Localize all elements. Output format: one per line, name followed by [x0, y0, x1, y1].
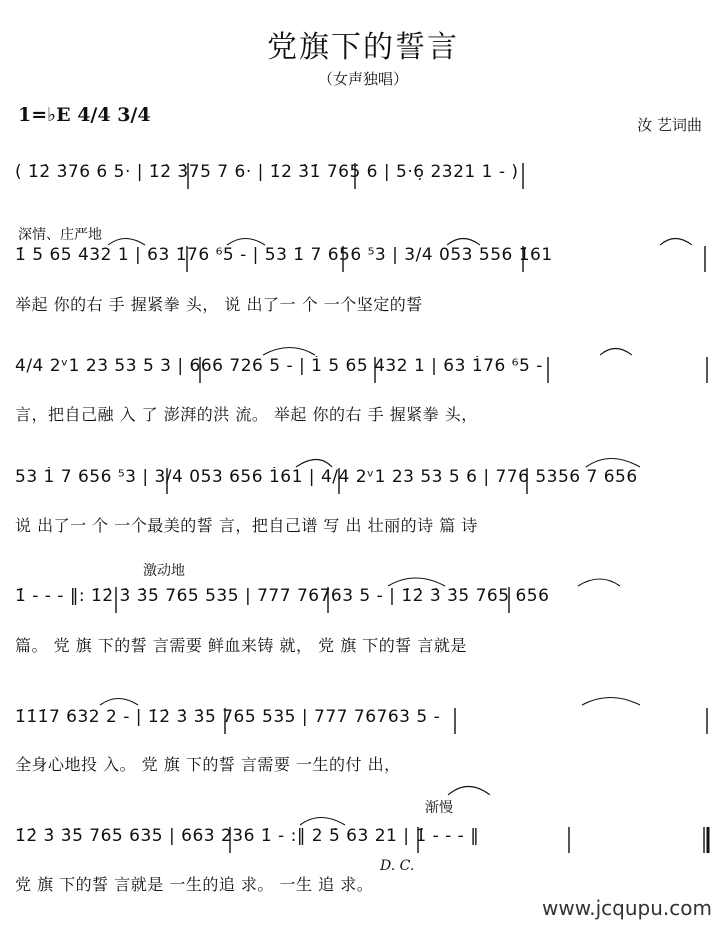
lyric-line-2: 举起 你的右 手 握紧拳 头， 说 出了一 个 一个坚定的誓	[15, 295, 423, 314]
dc-mark: D. C.	[380, 858, 415, 874]
song-subtitle: （女声独唱）	[317, 70, 408, 88]
lyric-line-5: 篇。 党 旗 下的誓 言需要 鲜血来铸 就， 党 旗 下的誓 言就是	[15, 636, 467, 655]
music-line-7: 1̇2̇ 3̇ 3̇5̇ 765 635 | 663 236 1̇ - :‖ 2 5̇ 63 21 | 1̇ - - - ‖	[15, 826, 480, 846]
lyric-line-4: 说 出了一 个 一个最美的誓 言，把自己谱 写 出 壮丽的诗 篇 诗	[15, 516, 478, 535]
music-line-1: ( 1̇2̇ 3̇76 6 5· | 1̇2̇ 3̇75 7 6· | 1̇2 3̇1̇ 765 6 | 5·6̣ 2321 1 - )	[15, 162, 519, 182]
lyric-line-6: 全身心地投 入。 党 旗 下的誓 言需要 一生的付 出，	[15, 755, 401, 774]
music-line-3: 4/4 2ᵛ1 23 53 5 3 | 666 726 5 - | 1̇ 5 65 432 1 | 63 1̇76 ⁶5 -	[15, 356, 543, 376]
credit-line: 汝 艺词曲	[637, 116, 702, 134]
lyric-line-7: 党 旗 下的誓 言就是 一生的追 求。 一生 追 求。	[15, 875, 374, 894]
key-signature: 1=♭E 4/4 3/4	[18, 104, 151, 126]
site-watermark: www.jcqupu.com	[542, 896, 712, 920]
song-title: 党旗下的誓言	[267, 30, 459, 65]
music-line-5: 1̇ - - - ‖: 1̇2̇ 3̇ 3̇5̇ 765 535 | 777 76763 5 - | 1̇2̇ 3̇ 3̇5̇ 765 656	[15, 586, 550, 606]
tempo-mark-1: 深情、庄严地	[18, 227, 102, 243]
music-line-4: 53 1̇ 7 656 ⁵3 | 3/4 053 656 1̇61 | 4/4 2ᵛ1 23 53 5 6 | 776 5356 7 656	[15, 467, 638, 487]
lyric-line-3: 言，把自己融 入 了 澎湃的洪 流。 举起 你的右 手 握紧拳 头，	[15, 405, 478, 424]
tempo-mark-5: 激动地	[143, 563, 185, 579]
tempo-mark-7: 渐慢	[425, 800, 453, 816]
music-line-2: 1̇ 5 65 432 1 | 63 1̇76 ⁶5 - | 53 1̇ 7 656 ⁵3 | 3/4 053 556 1̇61	[15, 245, 553, 265]
music-line-6: 1̇1̇1̇7 632 2 - | 1̇2̇ 3̇ 3̇5̇ 765 535 | 777 76763 5 -	[15, 707, 441, 727]
